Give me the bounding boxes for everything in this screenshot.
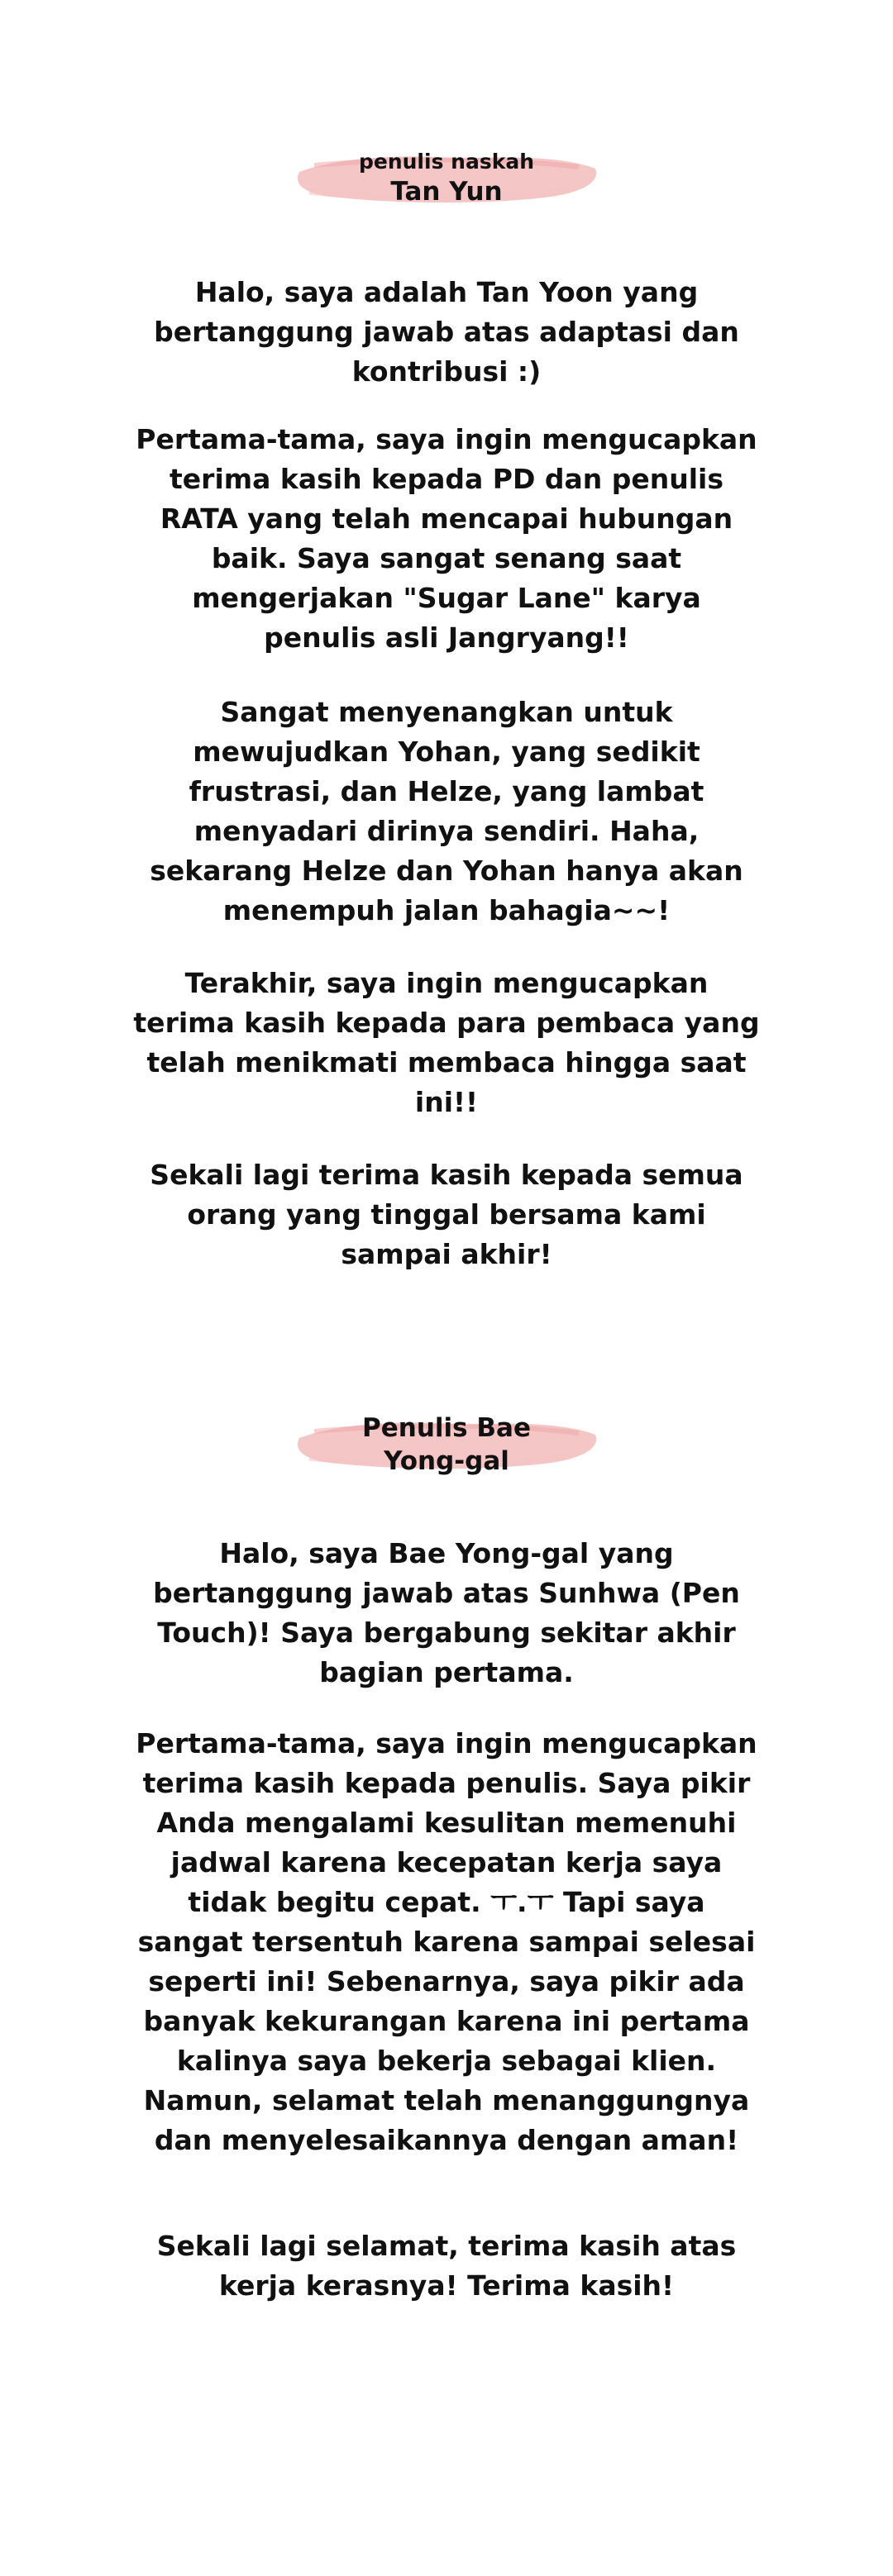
author-role: penulis naskah [358,149,534,174]
author-tag [281,1405,612,1484]
readers-paragraph: Terakhir, saya ingin mengucapkan terima kasih kepada para pembaca yang telah menikmati membaca hingga saat ini!! [133,967,760,1118]
thanks-paragraph: Pertama-tama, saya ingin mengucapkan terima kasih kepada penulis. Saya pikir Anda mengalami kesulitan memenuhi jadwal karena kecepatan kerja saya tidak begitu cepat. ㅜ.ㅜ Tapi saya sangat tersentuh karena sampai selesai seperti ini! Sebenarnya, saya pikir ada banyak kekurangan karena ini pertama kalinya saya bekerja sebagai klien. Namun, selamat telah menanggungnya dan menyelesaikannya dengan aman! [136,1727,757,2156]
author-tag [281,139,612,218]
author-name: Yong-gal [384,1446,509,1476]
author-name: Tan Yun [390,177,503,207]
closing-paragraph: Sekali lagi selamat, terima kasih atas kerja kerasnya! Terima kasih! [156,2230,737,2302]
closing-paragraph: Sekali lagi terima kasih kepada semua orang yang tinggal bersama kami sampai akhir! [150,1159,743,1270]
thanks-paragraph: Pertama-tama, saya ingin mengucapkan terima kasih kepada PD dan penulis RATA yang telah mencapai hubungan baik. Saya sangat senang saat mengerjakan "Sugar Lane" karya penulis asli Jangryang!! [136,423,757,654]
author-role: Penulis Bae [362,1412,531,1443]
characters-paragraph: Sangat menyenangkan untuk mewujudkan Yohan, yang sedikit frustrasi, dan Helze, yang lambat menyadari dirinya sendiri. Haha, sekarang Helze dan Yohan hanya akan menempuh jalan bahagia~~! [150,696,743,926]
greeting-paragraph: Halo, saya Bae Yong-gal yang bertanggung jawab atas Sunhwa (Pen Touch)! Saya bergabung sekitar akhir bagian pertama. [153,1537,740,1688]
greeting-paragraph: Halo, saya adalah Tan Yoon yang bertanggung jawab atas adaptasi dan kontribusi :) [154,276,739,388]
